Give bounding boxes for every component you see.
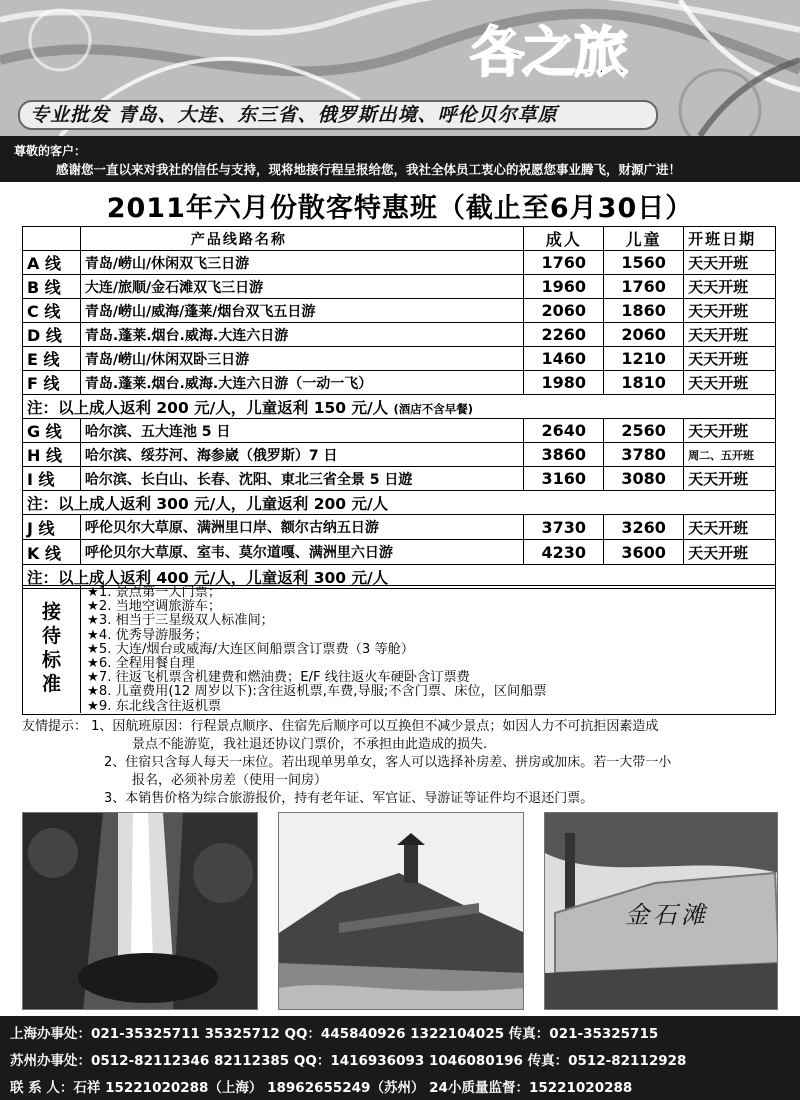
list-item: ★1. 景点第一大门票； [87,585,222,600]
table-row [23,540,776,565]
row-child-price: 3780 [604,443,684,467]
contact-footer [0,1016,800,1100]
waterfall-photo [22,812,258,1010]
row-date: 天天开班 [684,419,776,443]
row-date: 天天开班 [684,515,776,540]
standards-list [87,586,547,714]
list-item: ★4. 优秀导游服务； [87,627,208,643]
row-name: 哈尔滨、五大连池 5 日 [80,419,523,443]
row-adult-price: 2260 [524,323,604,347]
tip-1: 1、因航班原因：行程景点顺序、住宿先后顺序可以互换但不减少景点；如因人力不可抗拒因素造成 [91,719,659,734]
row-date: 天天开班 [684,299,776,323]
row-name: 呼伦贝尔大草原、室韦、莫尔道嘎、满洲里六日游 [80,540,523,565]
row-name: 呼伦贝尔大草原、满洲里口岸、额尔古纳五日游 [80,515,523,540]
row-name: 哈尔滨、绥芬河、海参崴（俄罗斯）7 日 [80,443,523,467]
rebate-note: 注：以上成人返利 400 元/人，儿童返利 300 元/人 [23,565,776,589]
header-child: 儿童 [604,227,684,251]
suzhou-office: 苏州办事处：0512-82112346 82112385 QQ：1416936093 1046080196 传真：0512-82112928 [10,1053,687,1069]
rebate-note-text: 注：以上成人返利 200 元/人，儿童返利 150 元/人 [27,398,389,417]
standards-label [23,586,81,713]
row-line: F 线 [23,371,81,395]
rebate-note: 注：以上成人返利 300 元/人，儿童返利 200 元/人 [23,491,776,515]
row-adult-price: 1460 [524,347,604,371]
row-adult-price: 3730 [524,515,604,540]
row-line: K 线 [23,540,81,565]
row-line: A 线 [23,251,81,275]
list-item: ★2. 当地空调旅游车； [87,599,222,615]
row-child-price: 1810 [604,371,684,395]
row-date: 天天开班 [684,251,776,275]
tip-3: 3、本销售价格为综合旅游报价，持有老年证、军官证、导游证等证件均不退还门票。 [104,791,594,806]
table-row [23,347,776,371]
table-row [23,299,776,323]
standards-label-char: 待 [41,625,61,647]
row-child-price: 2060 [604,323,684,347]
photo-strip [0,812,800,1012]
row-adult-price: 3160 [524,467,604,491]
table-row [23,419,776,443]
table-row [23,371,776,395]
row-name: 哈尔滨、长白山、长春、沈阳、東北三省全景 5 日遊 [80,467,523,491]
row-name: 大连/旅顺/金石滩双飞三日游 [80,275,523,299]
standards-label-char: 准 [41,673,61,695]
row-child-price: 3260 [604,515,684,540]
table-header-row [23,227,776,251]
routes-table [22,226,776,589]
row-child-price: 1560 [604,251,684,275]
rebate-note [23,395,776,419]
header-line [23,227,81,251]
rebate-note-row [23,491,776,515]
standards-label-char: 标 [41,649,61,671]
row-line: G 线 [23,419,81,443]
row-line: C 线 [23,299,81,323]
greeting-band [0,136,800,182]
list-item: ★9. 东北线含往返机票 [87,698,222,714]
rebate-note-row [23,395,776,419]
stone-inscription: 金石滩 [625,901,709,929]
list-item: ★3. 相当于三星级双人标准间； [87,613,274,629]
logo-text: 各之旅 [470,21,626,84]
row-name: 青岛.蓬莱.烟台.威海.大连六日游 [80,323,523,347]
row-line: B 线 [23,275,81,299]
row-line: H 线 [23,443,81,467]
stone-photo [544,812,778,1010]
header-date: 开班日期 [684,227,776,251]
table-row [23,251,776,275]
row-child-price: 1210 [604,347,684,371]
row-name: 青岛/崂山/休闲双飞三日游 [80,251,523,275]
row-adult-price: 1760 [524,251,604,275]
table-row [23,443,776,467]
row-child-price: 2560 [604,419,684,443]
row-child-price: 3080 [604,467,684,491]
row-child-price: 3600 [604,540,684,565]
row-adult-price: 2640 [524,419,604,443]
row-line: E 线 [23,347,81,371]
tip-2: 2、住宿只含每人每天一床位。若出现单男单女，客人可以选择补房差、拼房或加床。若一大带一小 [104,755,672,770]
row-date: 周二、五开班 [684,443,776,467]
page-title: 2011年六月份散客特惠班（截止至6月30日） [106,193,694,224]
row-adult-price: 1960 [524,275,604,299]
shanghai-office: 上海办事处：021-35325711 35325712 QQ：445840926 1322104025 传真：021-35325715 [10,1026,659,1042]
table-row [23,515,776,540]
list-item: ★6. 全程用餐自理 [87,655,195,671]
row-date: 天天开班 [684,540,776,565]
list-item: ★5. 大连/烟台或威海/大连区间船票含订票费（3 等舱） [87,641,415,657]
header-adult: 成人 [524,227,604,251]
row-adult-price: 2060 [524,299,604,323]
list-item: ★7. 往返飞机票含机建费和燃油费；E/F 线往返火车硬卧含订票费 [87,670,470,686]
row-line: J 线 [23,515,81,540]
row-adult-price: 1980 [524,371,604,395]
tips-label: 友情提示： [22,719,88,734]
table-row [23,323,776,347]
header-banner [0,0,800,136]
rebate-note-small: (酒店不含早餐) [393,401,474,416]
row-line: I 线 [23,467,81,491]
row-date: 天天开班 [684,323,776,347]
table-row [23,275,776,299]
friendly-tips [22,718,782,808]
row-date: 天天开班 [684,347,776,371]
contact-person: 联 系 人：石祥 15221020288（上海） 18962655249（苏州） 24小质量监督：15221020288 [10,1080,633,1096]
row-child-price: 1860 [604,299,684,323]
row-date: 天天开班 [684,467,776,491]
row-date: 天天开班 [684,275,776,299]
tip-1-cont: 景点不能游览，我社退还协议门票价，不承担由此造成的损失. [132,737,488,752]
tip-2-cont: 报名，必须补房差（使用一间房） [132,773,328,788]
standards-label-char: 接 [41,601,61,623]
greeting-salutation: 尊敬的客户： [14,144,87,158]
service-standards [22,585,776,715]
row-child-price: 1760 [604,275,684,299]
pavilion-photo [278,812,524,1010]
table-row [23,467,776,491]
row-name: 青岛/崂山/休闲双卧三日游 [80,347,523,371]
slogan-banner: 专业批发 青岛、大连、东三省、俄罗斯出境、呼伦贝尔草原 [18,100,658,130]
row-line: D 线 [23,323,81,347]
list-item: ★8. 儿童费用(12 周岁以下):含往返机票,车费,导服;不含门票、床位，区间船票 [87,684,547,700]
row-name: 青岛.蓬莱.烟台.威海.大连六日游（一动一飞） [80,371,523,395]
logo [470,8,680,84]
row-name: 青岛/崂山/威海/蓬莱/烟台双飞五日游 [80,299,523,323]
greeting-message: 感谢您一直以来对我社的信任与支持，现将地接行程呈报给您，我社全体员工衷心的祝愿您事业腾飞，财源广进！ [56,162,682,177]
header-name: 产品线路名称 [80,227,523,251]
row-adult-price: 4230 [524,540,604,565]
row-adult-price: 3860 [524,443,604,467]
row-date: 天天开班 [684,371,776,395]
